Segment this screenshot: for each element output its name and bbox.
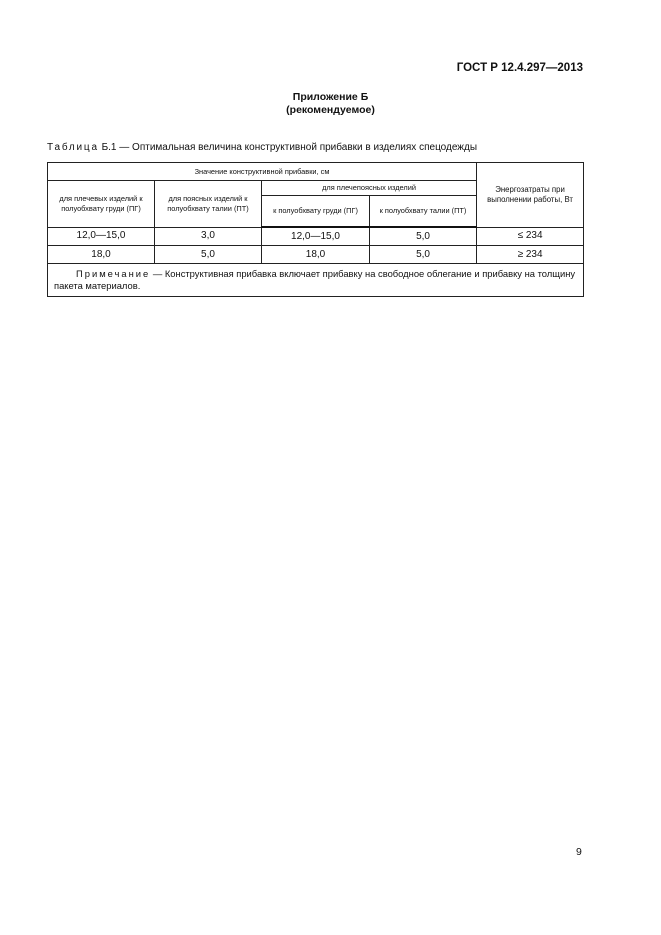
allowance-table <box>47 162 584 297</box>
table-caption-prefix: Таблица <box>47 142 99 153</box>
cell-waist: 3,0 <box>155 227 262 246</box>
col-header-combined-chest: к полуобхвату груди (ПГ) <box>262 196 370 228</box>
note-text: — Конструктивная прибавка включает прибавку на свободное облегание и прибавку на толщину пакета материалов. <box>54 268 576 291</box>
cell-combined-chest: 12,0—15,0 <box>262 227 370 246</box>
col-header-shoulder: для плечевых изделий к полуобхвату груди (ПГ) <box>48 181 155 228</box>
cell-combined-waist: 5,0 <box>370 227 477 246</box>
cell-shoulder: 12,0—15,0 <box>48 227 155 246</box>
cell-combined-chest: 18,0 <box>262 246 370 264</box>
appendix-heading <box>0 91 661 117</box>
cell-combined-waist: 5,0 <box>370 246 477 264</box>
standard-code: ГОСТ Р 12.4.297—2013 <box>456 62 583 74</box>
table-row <box>48 227 584 246</box>
page-number: 9 <box>576 846 582 858</box>
energy-header: Энергозатраты при выполнении работы, Вт <box>477 163 584 228</box>
cell-waist: 5,0 <box>155 246 262 264</box>
table-caption <box>47 142 477 153</box>
col-header-combined-waist: к полуобхвату талии (ПТ) <box>370 196 477 228</box>
appendix-subtitle: (рекомендуемое) <box>286 104 375 116</box>
group-header: Значение конструктивной прибавки, см <box>48 163 477 181</box>
col-header-waist: для поясных изделий к полуобхвату талии (ПТ) <box>155 181 262 228</box>
table-row <box>48 246 584 264</box>
appendix-title: Приложение Б <box>292 91 369 103</box>
cell-energy: ≤ 234 <box>477 227 584 246</box>
table-caption-text: Б.1 — Оптимальная величина конструктивной прибавки в изделиях спецодежды <box>101 142 478 153</box>
note-label: Примечание <box>76 268 151 279</box>
cell-shoulder: 18,0 <box>48 246 155 264</box>
cell-energy: ≥ 234 <box>477 246 584 264</box>
col-header-combined: для плечепоясных изделий <box>262 181 477 196</box>
table-note <box>48 264 584 297</box>
